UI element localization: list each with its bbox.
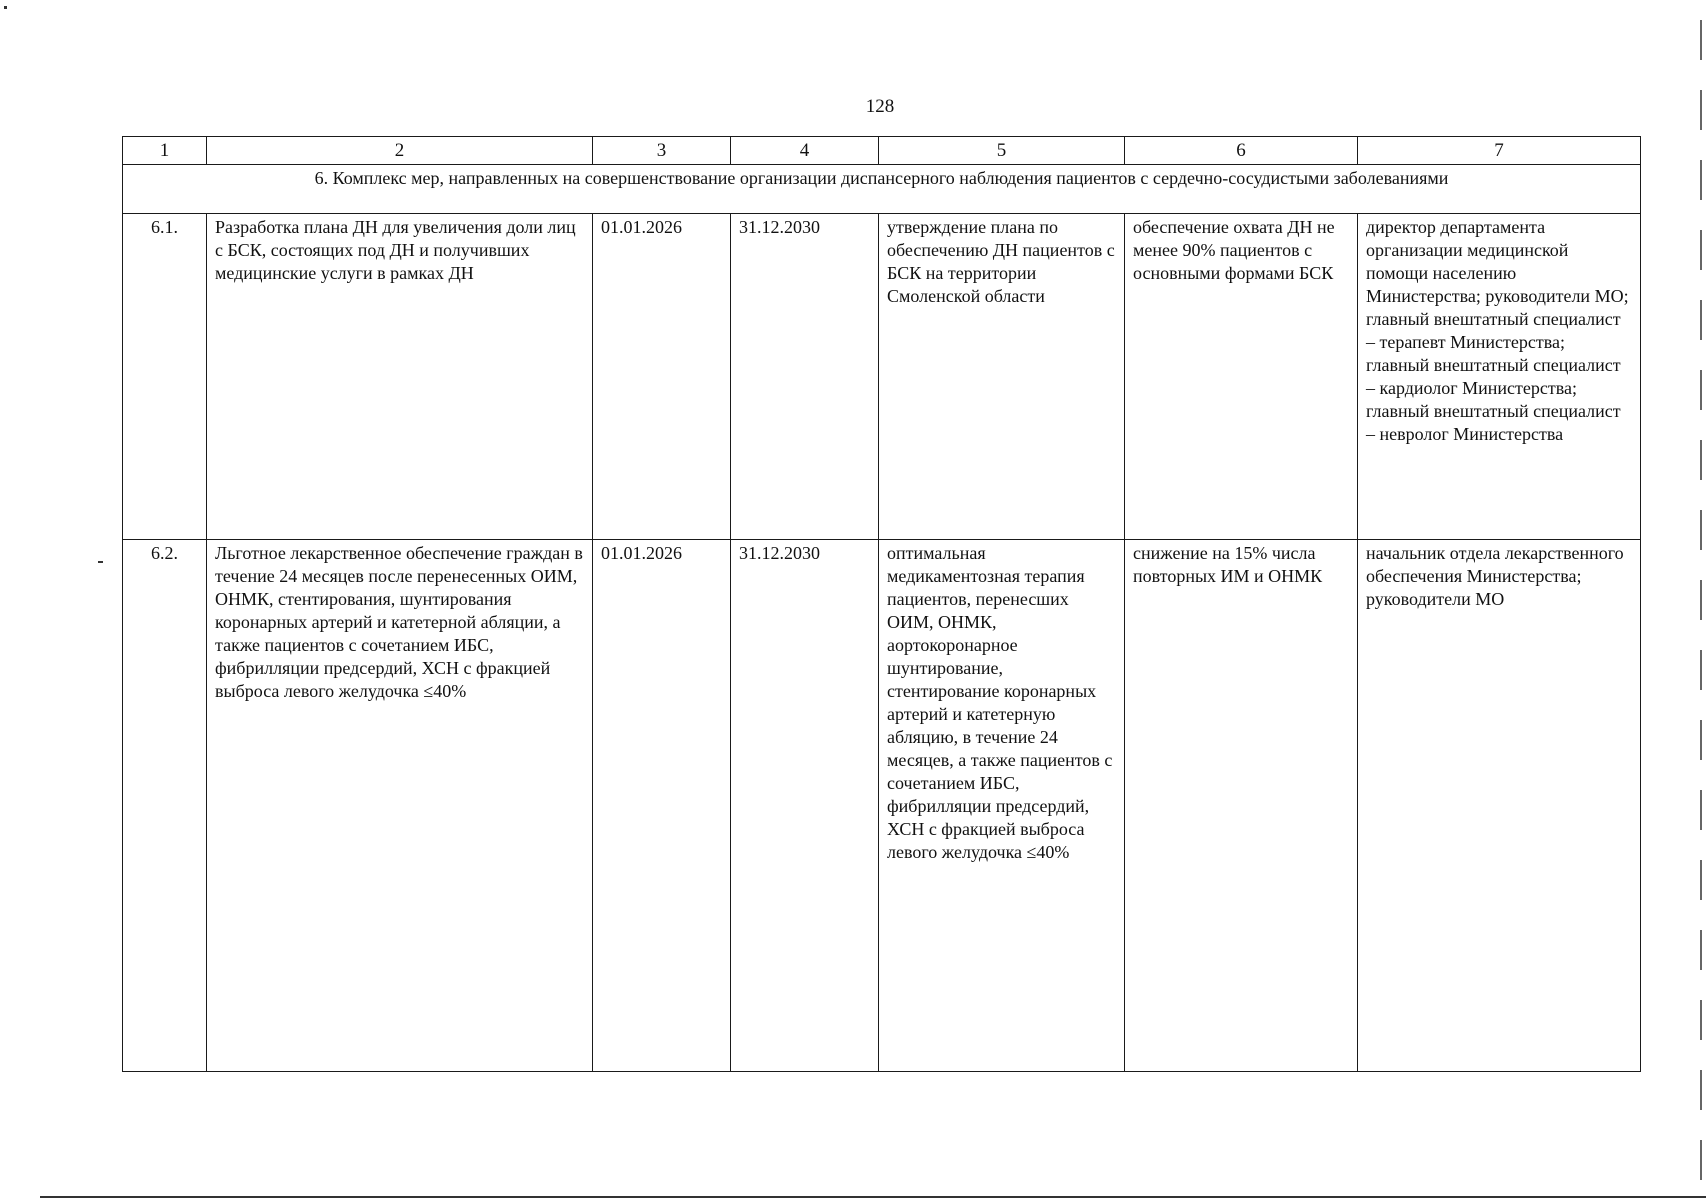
section-title: 6. Комплекс мер, направленных на совершенствование организации диспансерного наблюдения пациентов с сердечно-сосудистыми заболеваниями xyxy=(123,165,1641,214)
row-number: 6.1. xyxy=(123,214,207,540)
column-number-row xyxy=(123,137,1641,165)
table-row xyxy=(123,540,1641,1072)
start-date-cell: 01.01.2026 xyxy=(593,214,731,540)
scan-edge-rule xyxy=(1700,20,1702,1180)
scan-bottom-rule xyxy=(40,1196,1706,1198)
result-cell: оптимальная медикаментозная терапия пациентов, перенесших ОИМ, ОНМК, аортокоронарное шунтирование, стентирование коронарных артерий и катетерную абляцию, в течение 24 месяцев, а также пациентов с сочетанием ИБС, фибрилляции предсердий, ХСН с фракцией выброса левого желудочка ≤40% xyxy=(879,540,1125,1072)
responsible-cell: директор департамента организации медицинской помощи населению Министерства; руководители МО; главный внештатный специалист – терапевт Министерства; главный внештатный специалист – кардиолог Министерства; главный внештатный специалист – невролог Министерства xyxy=(1358,214,1641,540)
scan-dot xyxy=(4,6,7,9)
page-number: 128 xyxy=(865,96,895,117)
activity-cell: Разработка плана ДН для увеличения доли лиц с БСК, состоящих под ДН и получивших медицинские услуги в рамках ДН xyxy=(207,214,593,540)
column-number: 4 xyxy=(731,137,879,165)
row-number: 6.2. xyxy=(123,540,207,1072)
column-number: 1 xyxy=(123,137,207,165)
result-cell: утверждение плана по обеспечению ДН пациентов с БСК на территории Смоленской области xyxy=(879,214,1125,540)
scan-dot xyxy=(98,561,103,563)
indicator-cell: обеспечение охвата ДН не менее 90% пациентов с основными формами БСК xyxy=(1125,214,1358,540)
column-number: 5 xyxy=(879,137,1125,165)
column-number: 2 xyxy=(207,137,593,165)
activity-cell: Льготное лекарственное обеспечение граждан в течение 24 месяцев после перенесенных ОИМ, ОНМК, стентирования, шунтирования коронарных артерий и катетерной абляции, а также пациентов с сочетанием ИБС, фибрилляции предсердий, ХСН с фракцией выброса левого желудочка ≤40% xyxy=(207,540,593,1072)
responsible-cell: начальник отдела лекарственного обеспечения Министерства; руководители МО xyxy=(1358,540,1641,1072)
end-date-cell: 31.12.2030 xyxy=(731,214,879,540)
plan-table xyxy=(122,136,1641,1072)
section-row xyxy=(123,165,1641,214)
indicator-cell: снижение на 15% числа повторных ИМ и ОНМК xyxy=(1125,540,1358,1072)
column-number: 6 xyxy=(1125,137,1358,165)
start-date-cell: 01.01.2026 xyxy=(593,540,731,1072)
column-number: 3 xyxy=(593,137,731,165)
end-date-cell: 31.12.2030 xyxy=(731,540,879,1072)
column-number: 7 xyxy=(1358,137,1641,165)
table-row xyxy=(123,214,1641,540)
